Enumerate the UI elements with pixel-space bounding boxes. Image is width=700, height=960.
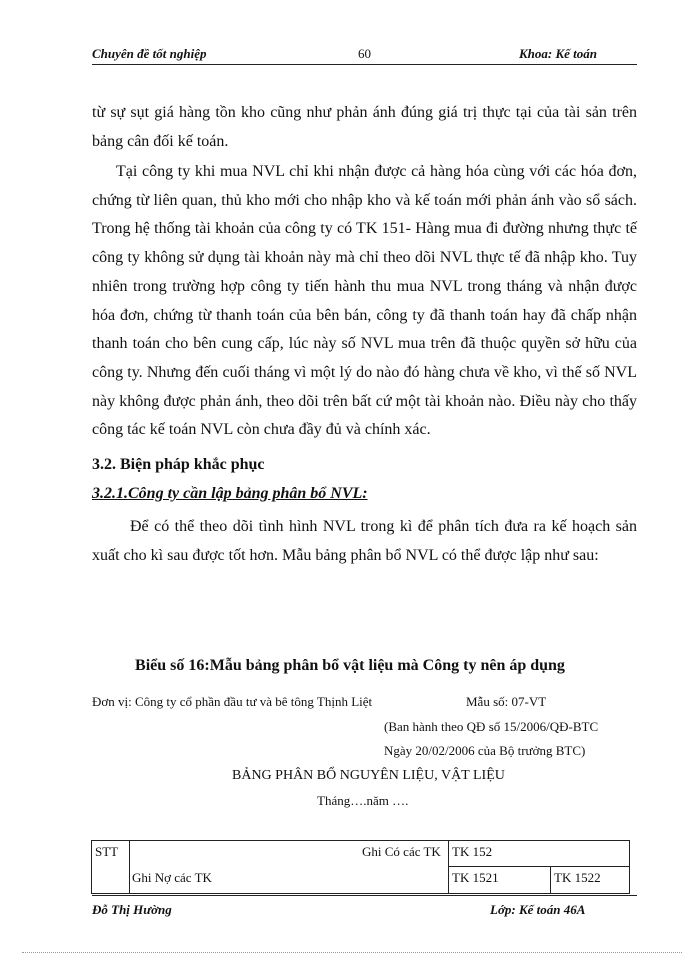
month-year-line: Tháng….năm …. [317,793,409,808]
table-cell-credit-header: Ghi Có các TK [362,844,441,859]
table-divider [550,866,551,893]
allocation-table [91,840,630,894]
page-bottom-dotted-line [22,952,682,953]
paragraph-1: từ sự sụt giá hàng tồn kho cũng như phản ánh đúng giá trị thực tại của tài sản trên bảng cân đối kế toán. [92,104,637,150]
table-divider [448,866,629,867]
paragraph-2: Tại công ty khi mua NVL chỉ khi nhận được cả hàng hóa cùng với các hóa đơn, chứng từ liên quan, thủ kho mới cho nhập kho và kế toán mới phản ánh vào sổ sách. Trong hệ thống tài khoản của công ty có TK 151- Hàng mua đi đường nhưng thực tế công ty không sử dụng tài khoản này mà chỉ theo dõi NVL thực tế đã nhập kho. Tuy nhiên trong trường hợp công ty tiến hành thu mua NVL trong tháng và nhận được hóa đơn, chứng từ thanh toán của bên bán, công ty đã thanh toán hay đã chấp nhận thanh toán cho bên cung cấp, lúc này số NVL mua trên đã thuộc quyền sở hữu của công ty. Nhưng đến cuối tháng vì một lý do nào đó hàng chưa về kho, vì thế số NVL này không được phản ánh, theo dõi trên bất cứ một tài khoản nào. Điều này cho thấy công tác kế toán NVL còn chưa đầy đủ và chính xác. [92,163,637,439]
table-cell-tk1521: TK 1521 [452,870,499,885]
footer-author: Đỗ Thị Hường [92,902,172,917]
form-number: Mẫu số: 07-VT [466,694,547,709]
subsection-heading: 3.2.1.Công ty cần lập bảng phân bổ NVL: [92,485,368,502]
table-cell-debit-header: Ghi Nợ các TK [132,870,212,885]
table-cell-stt: STT [95,844,119,859]
header-title: Chuyên đề tốt nghiệp [92,46,207,61]
form-title: Biểu số 16:Mẫu bảng phân bổ vật liệu mà Công ty nên áp dụng [135,657,565,674]
paragraph-3: Để có thể theo dõi tình hình NVL trong kì để phân tích đưa ra kế hoạch sản xuất cho kì sau được tốt hơn. Mẫu bảng phân bổ NVL có thể được lập như sau: [92,518,637,564]
form-issued-line-2: Ngày 20/02/2006 của Bộ trưởng BTC) [384,743,586,758]
page-number: 60 [358,46,371,61]
allocation-table-title: BẢNG PHÂN BỔ NGUYÊN LIỆU, VẬT LIỆU [232,768,505,783]
table-cell-tk152: TK 152 [452,844,493,859]
page-footer [92,895,637,920]
footer-class: Lớp: Kế toán 46A [490,902,586,917]
page-header [92,44,637,65]
section-heading: 3.2. Biện pháp khắc phục [92,456,265,473]
header-department: Khoa: Kế toán [518,46,597,61]
table-divider [448,841,449,893]
table-cell-tk1522: TK 1522 [554,870,601,885]
table-divider [129,841,130,893]
form-issued-line-1: (Ban hành theo QĐ số 15/2006/QĐ-BTC [384,719,599,734]
form-unit: Đơn vị: Công ty cổ phần đầu tư và bê tông Thịnh Liệt [92,694,373,709]
